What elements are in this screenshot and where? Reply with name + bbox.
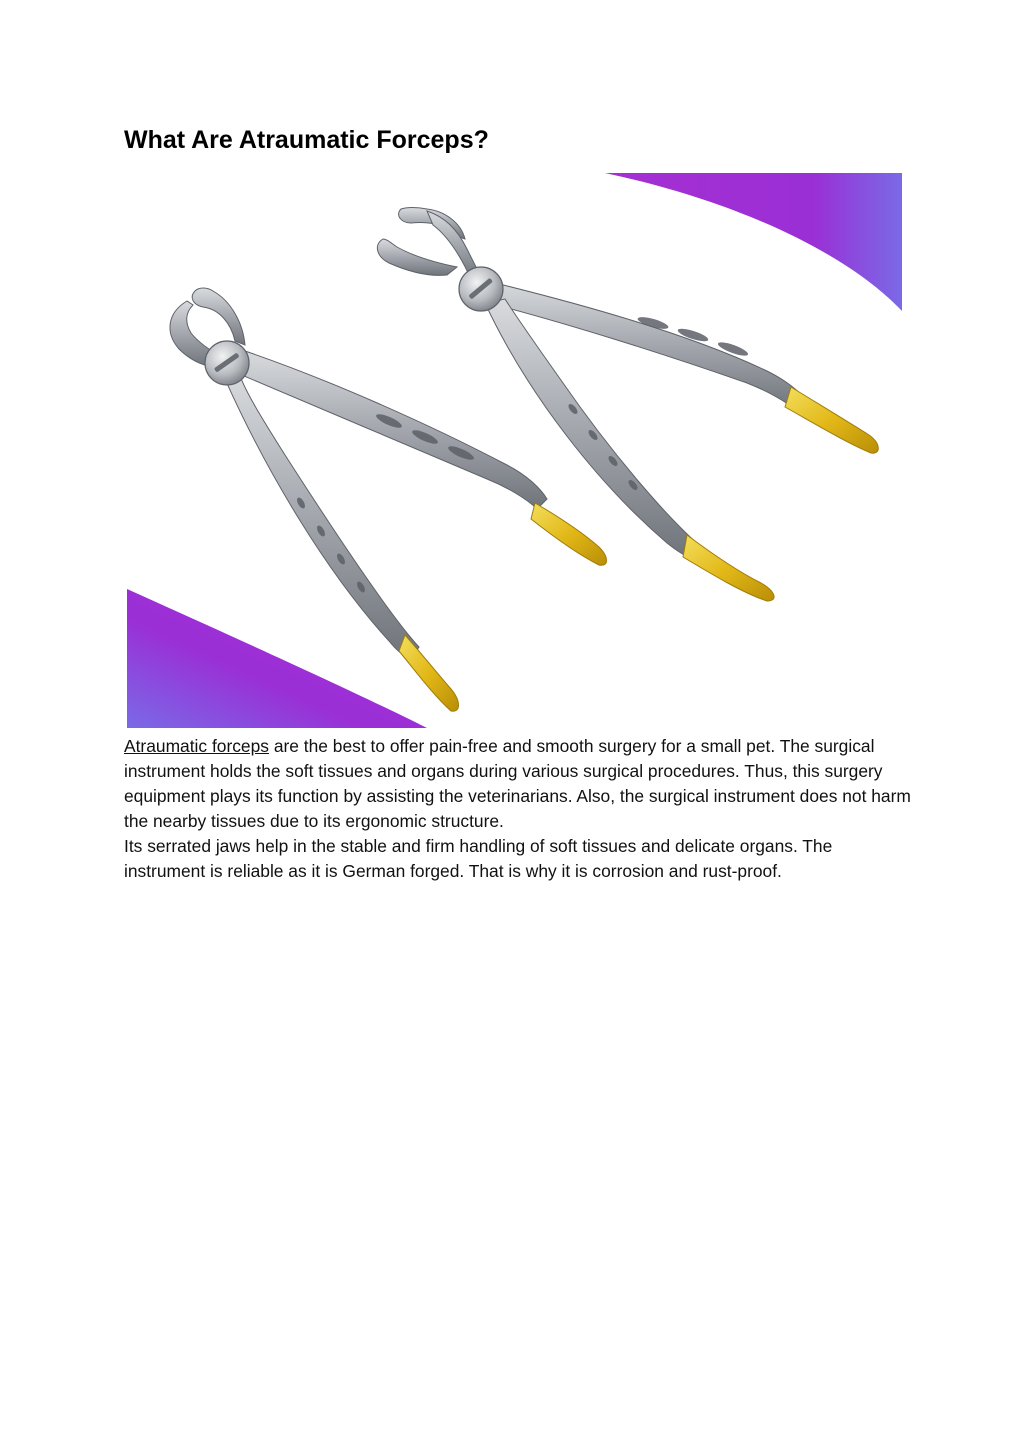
atraumatic-forceps-link[interactable]: Atraumatic forceps: [124, 736, 269, 756]
purple-swoosh-top: [605, 173, 902, 311]
forceps-illustration: [127, 173, 902, 728]
forceps-right: [377, 208, 878, 602]
page-title: What Are Atraumatic Forceps?: [124, 126, 489, 154]
paragraph-jaws: Its serrated jaws help in the stable and firm handling of soft tissues and delicate organs. The instrument is reliable as it is German forged. That is why it is corrosion and rust-proof.: [124, 836, 833, 881]
article-body: [124, 734, 914, 884]
paragraph-intro: [124, 734, 914, 834]
product-image: [127, 173, 902, 728]
paragraph-intro-text: are the best to offer pain-free and smooth surgery for a small pet. The surgical instrument holds the soft tissues and organs during various surgical procedures. Thus, this surgery equipment plays its function by assisting the veterinarians. Also, the surgical instrument does not harm the nearby tissues due to its ergonomic structure.: [124, 736, 911, 831]
